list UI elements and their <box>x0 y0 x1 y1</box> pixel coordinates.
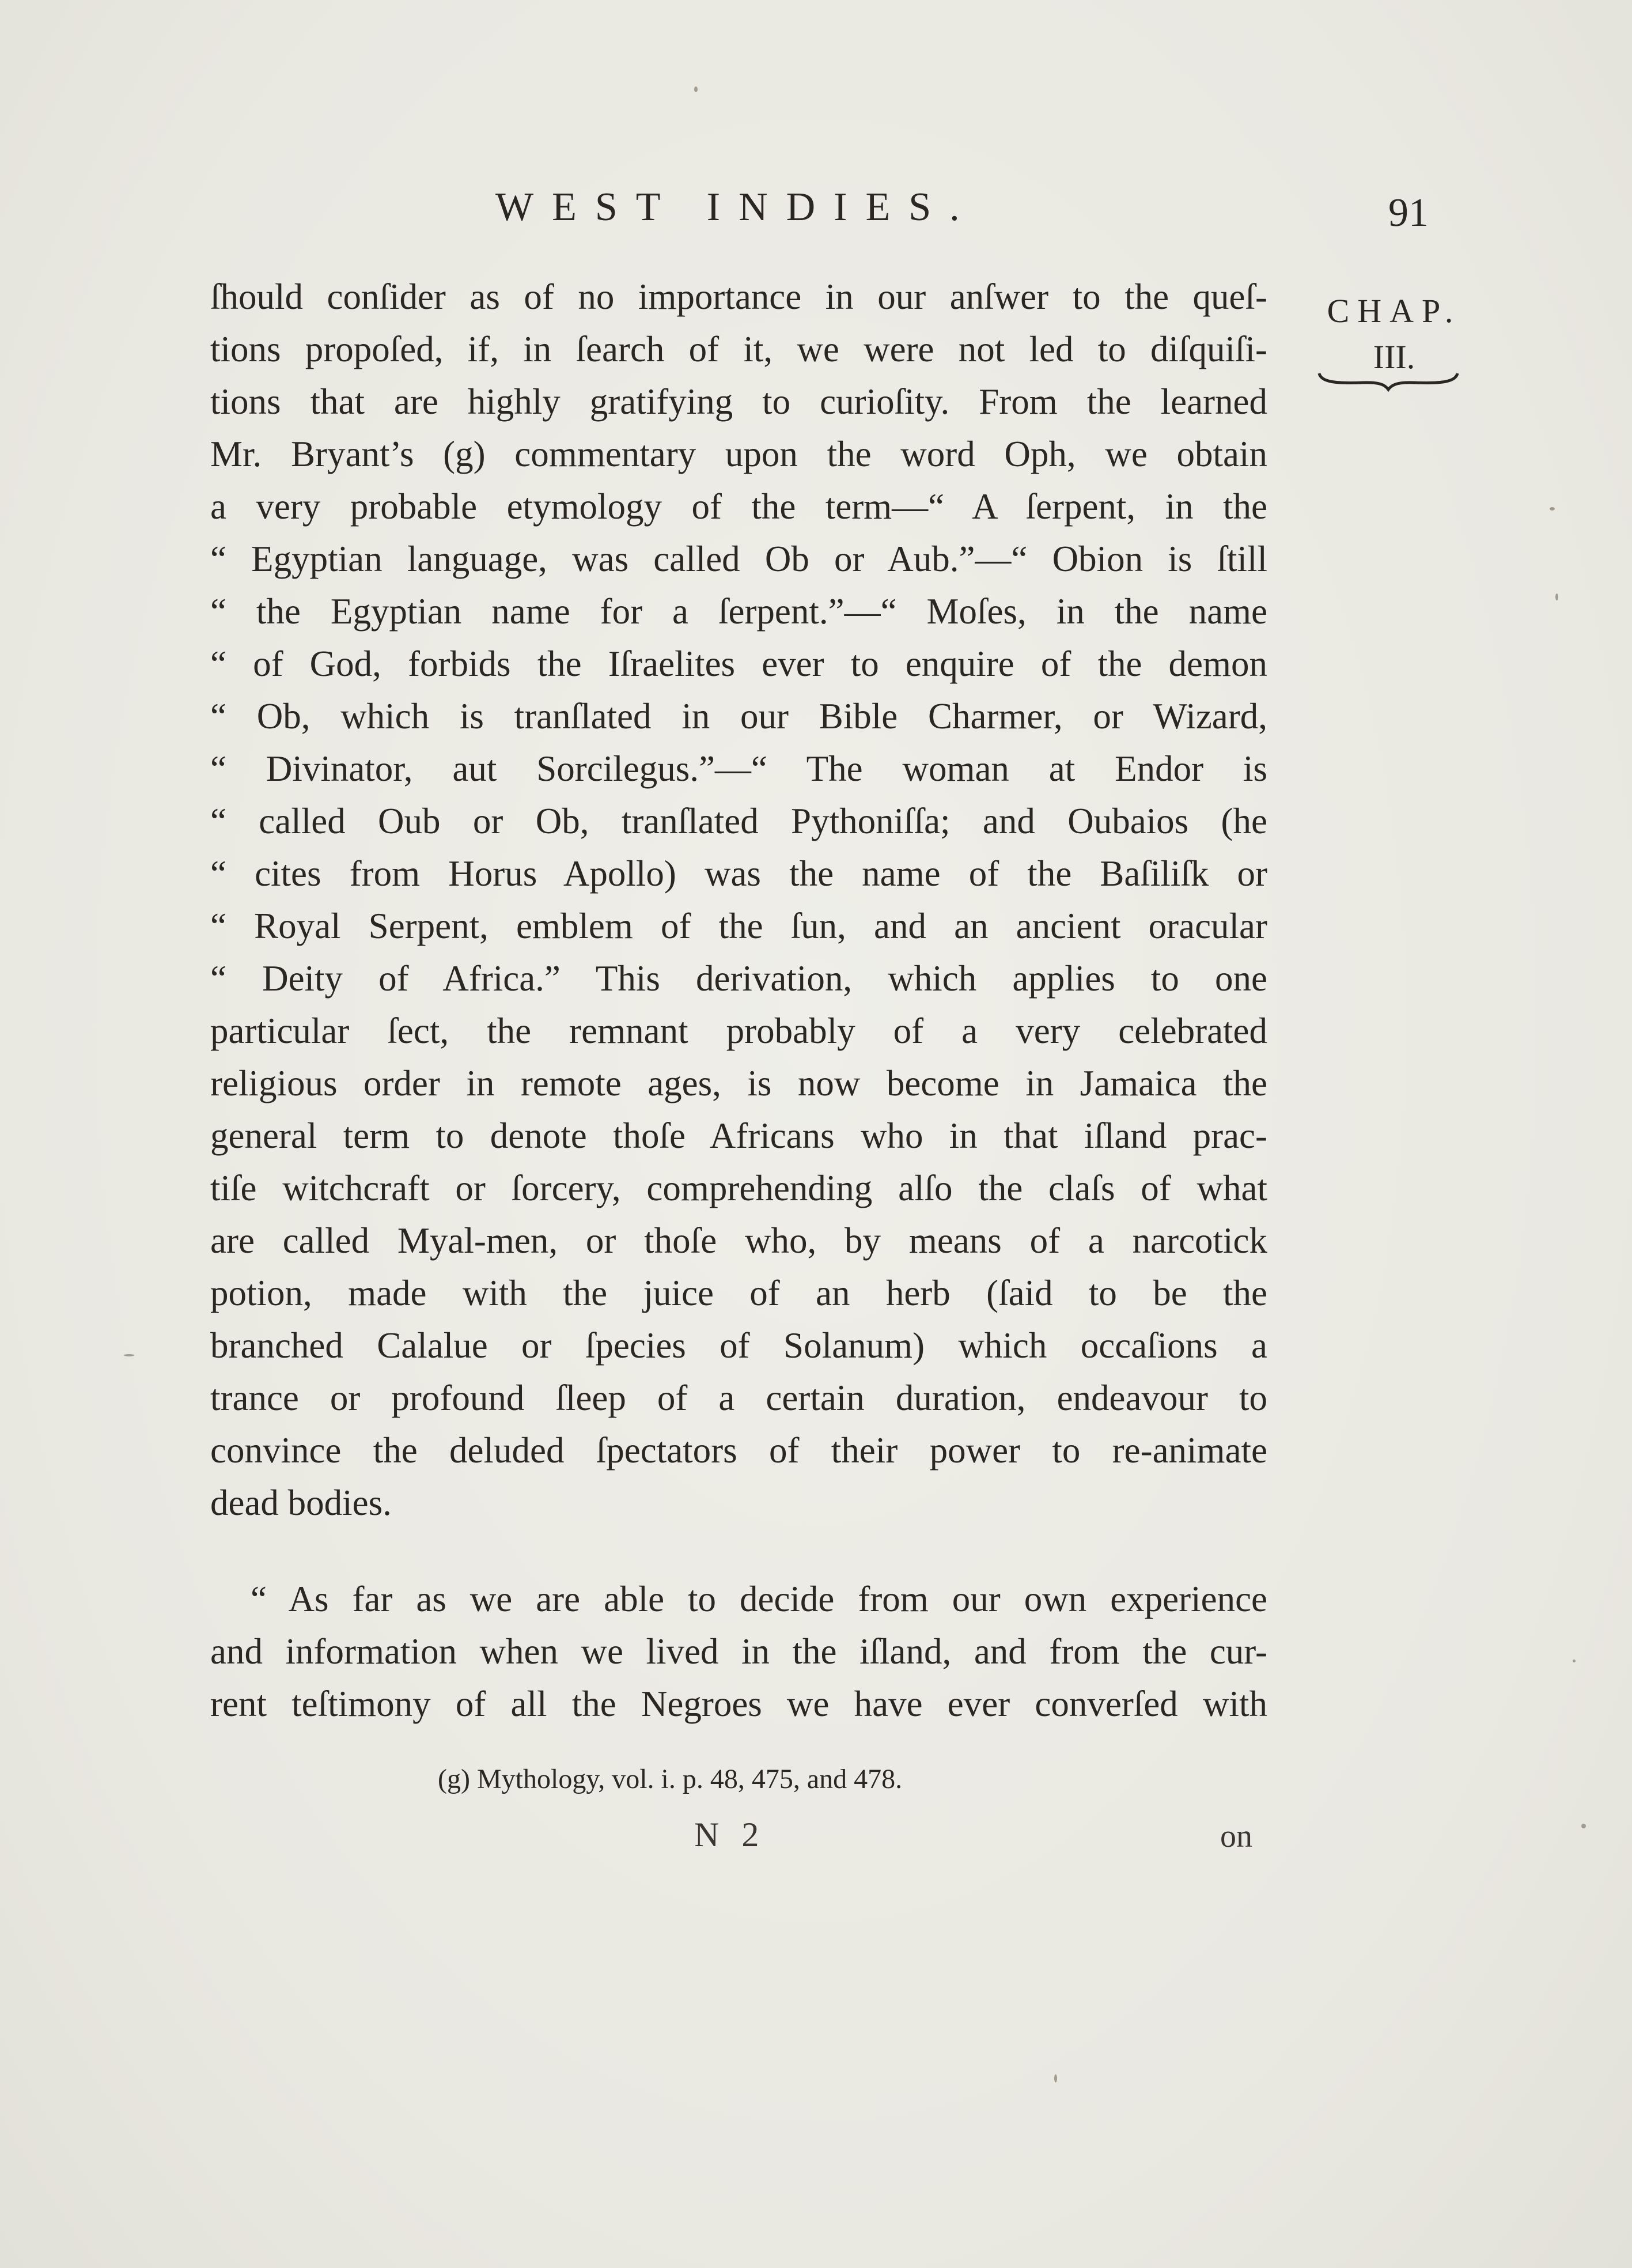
text-line: Mr. Bryant’s (g) commentary upon the word Oph, we obtain <box>210 434 1267 474</box>
text-line: tions propoſed, if, in ſearch of it, we were not led to diſquiſi- <box>210 329 1267 369</box>
text-line: “ Ob, which is tranſlated in our Bible Charmer, or Wizard, <box>210 696 1267 736</box>
paper-speck <box>694 86 698 92</box>
paper-speck <box>1555 594 1558 600</box>
paper-speck <box>1581 1824 1586 1828</box>
text-line: general term to denote thoſe Africans who in that iſland prac- <box>210 1116 1267 1156</box>
text-line: rent teſtimony of all the Negroes we have ever converſed with <box>210 1684 1267 1724</box>
text-line: dead bodies. <box>210 1483 392 1523</box>
text-line: tions that are highly gratifying to curioſity. From the learned <box>210 381 1267 422</box>
text-line: a very probable etymology of the term—“ A ſerpent, in the <box>210 486 1267 527</box>
text-line: and information when we lived in the iſland, and from the cur- <box>210 1631 1267 1672</box>
paper-speck <box>1573 1660 1576 1662</box>
paragraph-1 <box>210 271 1267 1529</box>
text-line: “ Egyptian language, was called Ob or Aub.”—“ Obion is ſtill <box>210 539 1267 579</box>
text-line: “ Deity of Africa.” This derivation, which applies to one <box>210 958 1267 999</box>
text-line: “ Divinator, aut Sorcilegus.”—“ The woman at Endor is <box>210 749 1267 789</box>
text-line: trance or profound ſleep of a certain duration, endeavour to <box>210 1378 1267 1418</box>
catchword: on <box>1220 1819 1252 1854</box>
chapter-number: III. <box>1373 338 1415 376</box>
paper-speck <box>1550 507 1555 511</box>
text-line: “ called Oub or Ob, tranſlated Pythoniſſa; and Oubaios (he <box>210 801 1267 841</box>
page-number: 91 <box>1388 191 1429 235</box>
text-line: “ of God, forbids the Iſraelites ever to enquire of the demon <box>210 644 1267 684</box>
text-line: “ As far as we are able to decide from our own experience <box>251 1579 1267 1619</box>
brace-ornament-icon <box>1316 369 1460 392</box>
footnote: (g) Mythology, vol. i. p. 48, 475, and 478. <box>438 1764 903 1794</box>
chapter-label: CHAP. <box>1327 292 1461 330</box>
paper-speck <box>124 1354 134 1356</box>
paper-speck <box>1054 2074 1057 2082</box>
text-line: are called Myal-men, or thoſe who, by means of a narcotick <box>210 1220 1267 1261</box>
text-line: particular ſect, the remnant probably of a very celebrated <box>210 1011 1267 1051</box>
text-line: tiſe witchcraft or ſorcery, comprehending alſo the claſs of what <box>210 1168 1267 1208</box>
text-line: potion, made with the juice of an herb (ſaid to be the <box>210 1273 1267 1313</box>
text-line: “ the Egyptian name for a ſerpent.”—“ Moſes, in the name <box>210 591 1267 632</box>
text-line: religious order in remote ages, is now become in Jamaica the <box>210 1063 1267 1103</box>
running-title: WEST INDIES. <box>495 185 978 229</box>
chapter-margin-note <box>1319 288 1469 380</box>
text-line: ſhould conſider as of no importance in our anſwer to the queſ- <box>210 277 1267 317</box>
signature-mark: N 2 <box>694 1816 766 1854</box>
text-line: “ Royal Serpent, emblem of the ſun, and an ancient oracular <box>210 906 1267 946</box>
text-line: convince the deluded ſpectators of their power to re-animate <box>210 1430 1267 1471</box>
text-line: branched Calalue or ſpecies of Solanum) which occaſions a <box>210 1325 1267 1366</box>
text-line: “ cites from Horus Apollo) was the name of the Baſiliſk or <box>210 853 1267 894</box>
paragraph-2 <box>210 1573 1267 1730</box>
